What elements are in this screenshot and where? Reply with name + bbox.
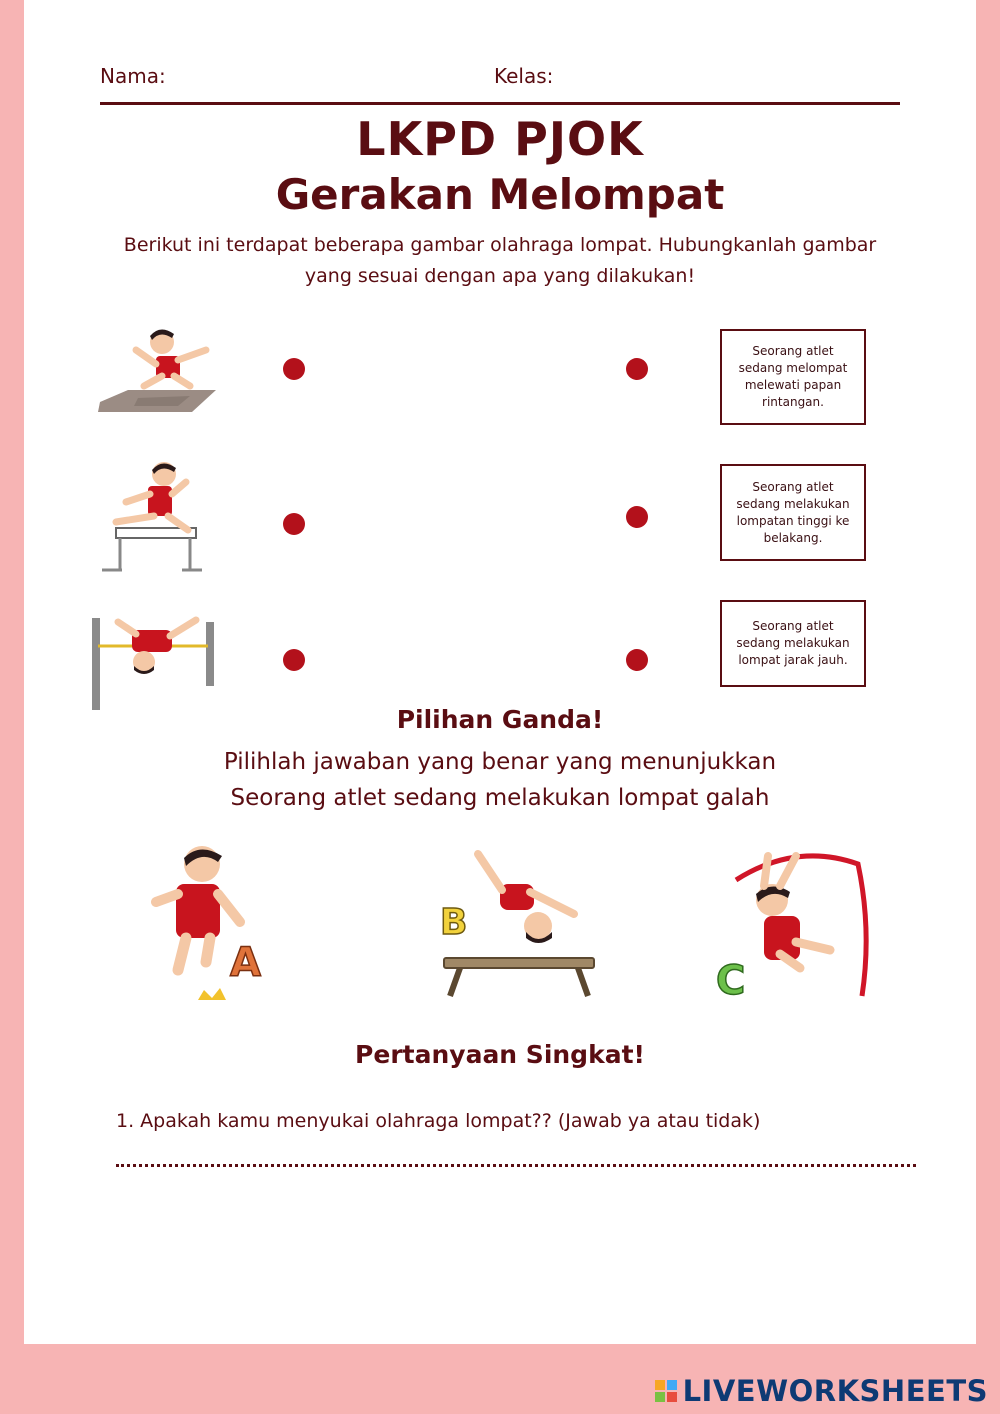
page-title: LKPD PJOK	[356, 112, 644, 166]
multiple-choice-title: Pilihan Ganda!	[396, 705, 604, 734]
match-dot-right-3[interactable]	[626, 649, 648, 671]
match-dot-left-3[interactable]	[283, 649, 305, 671]
match-description-1: Seorang atlet sedang melompat melewati papan rintangan.	[720, 329, 866, 425]
header-divider	[100, 102, 900, 105]
class-label: Kelas:	[494, 64, 554, 88]
match-dot-left-2[interactable]	[283, 513, 305, 535]
option-c-pole-vault-athlete[interactable]	[716, 850, 872, 1000]
option-a-letter: A	[230, 940, 261, 986]
long-jump-athlete-icon	[98, 320, 218, 420]
short-questions-title: Pertanyaan Singkat!	[355, 1040, 645, 1069]
option-a-running-athlete[interactable]	[146, 842, 276, 1008]
liveworksheets-logo	[655, 1374, 988, 1408]
match-dot-left-1[interactable]	[283, 358, 305, 380]
match-dot-right-1[interactable]	[626, 358, 648, 380]
liveworksheets-icon	[655, 1380, 677, 1402]
match-dot-right-2[interactable]	[626, 506, 648, 528]
page-subtitle: Gerakan Melompat	[275, 170, 725, 219]
name-label: Nama:	[100, 64, 166, 88]
multiple-choice-line-2: Seorang atlet sedang melakukan lompat galah	[230, 785, 770, 811]
option-b-letter: B	[440, 902, 468, 943]
option-b-vaulting-athlete[interactable]	[440, 848, 600, 1000]
multiple-choice-line-1: Pilihlah jawaban yang benar yang menunjukkan	[223, 749, 777, 775]
high-jump-athlete-icon	[88, 612, 220, 712]
answer-line-1[interactable]	[116, 1164, 916, 1167]
option-c-letter: C	[716, 958, 746, 1000]
match-description-2: Seorang atlet sedang melakukan lompatan tinggi ke belakang.	[720, 464, 866, 561]
hurdle-athlete-icon	[98, 458, 208, 576]
instructions: Berikut ini terdapat beberapa gambar olahraga lompat. Hubungkanlah gambar yang sesuai dengan apa yang dilakukan!	[123, 234, 877, 287]
brand-text: LIVEWORKSHEETS	[682, 1374, 988, 1408]
question-1: 1. Apakah kamu menyukai olahraga lompat?? (Jawab ya atau tidak)	[116, 1110, 761, 1132]
match-description-3: Seorang atlet sedang melakukan lompat jarak jauh.	[720, 600, 866, 687]
